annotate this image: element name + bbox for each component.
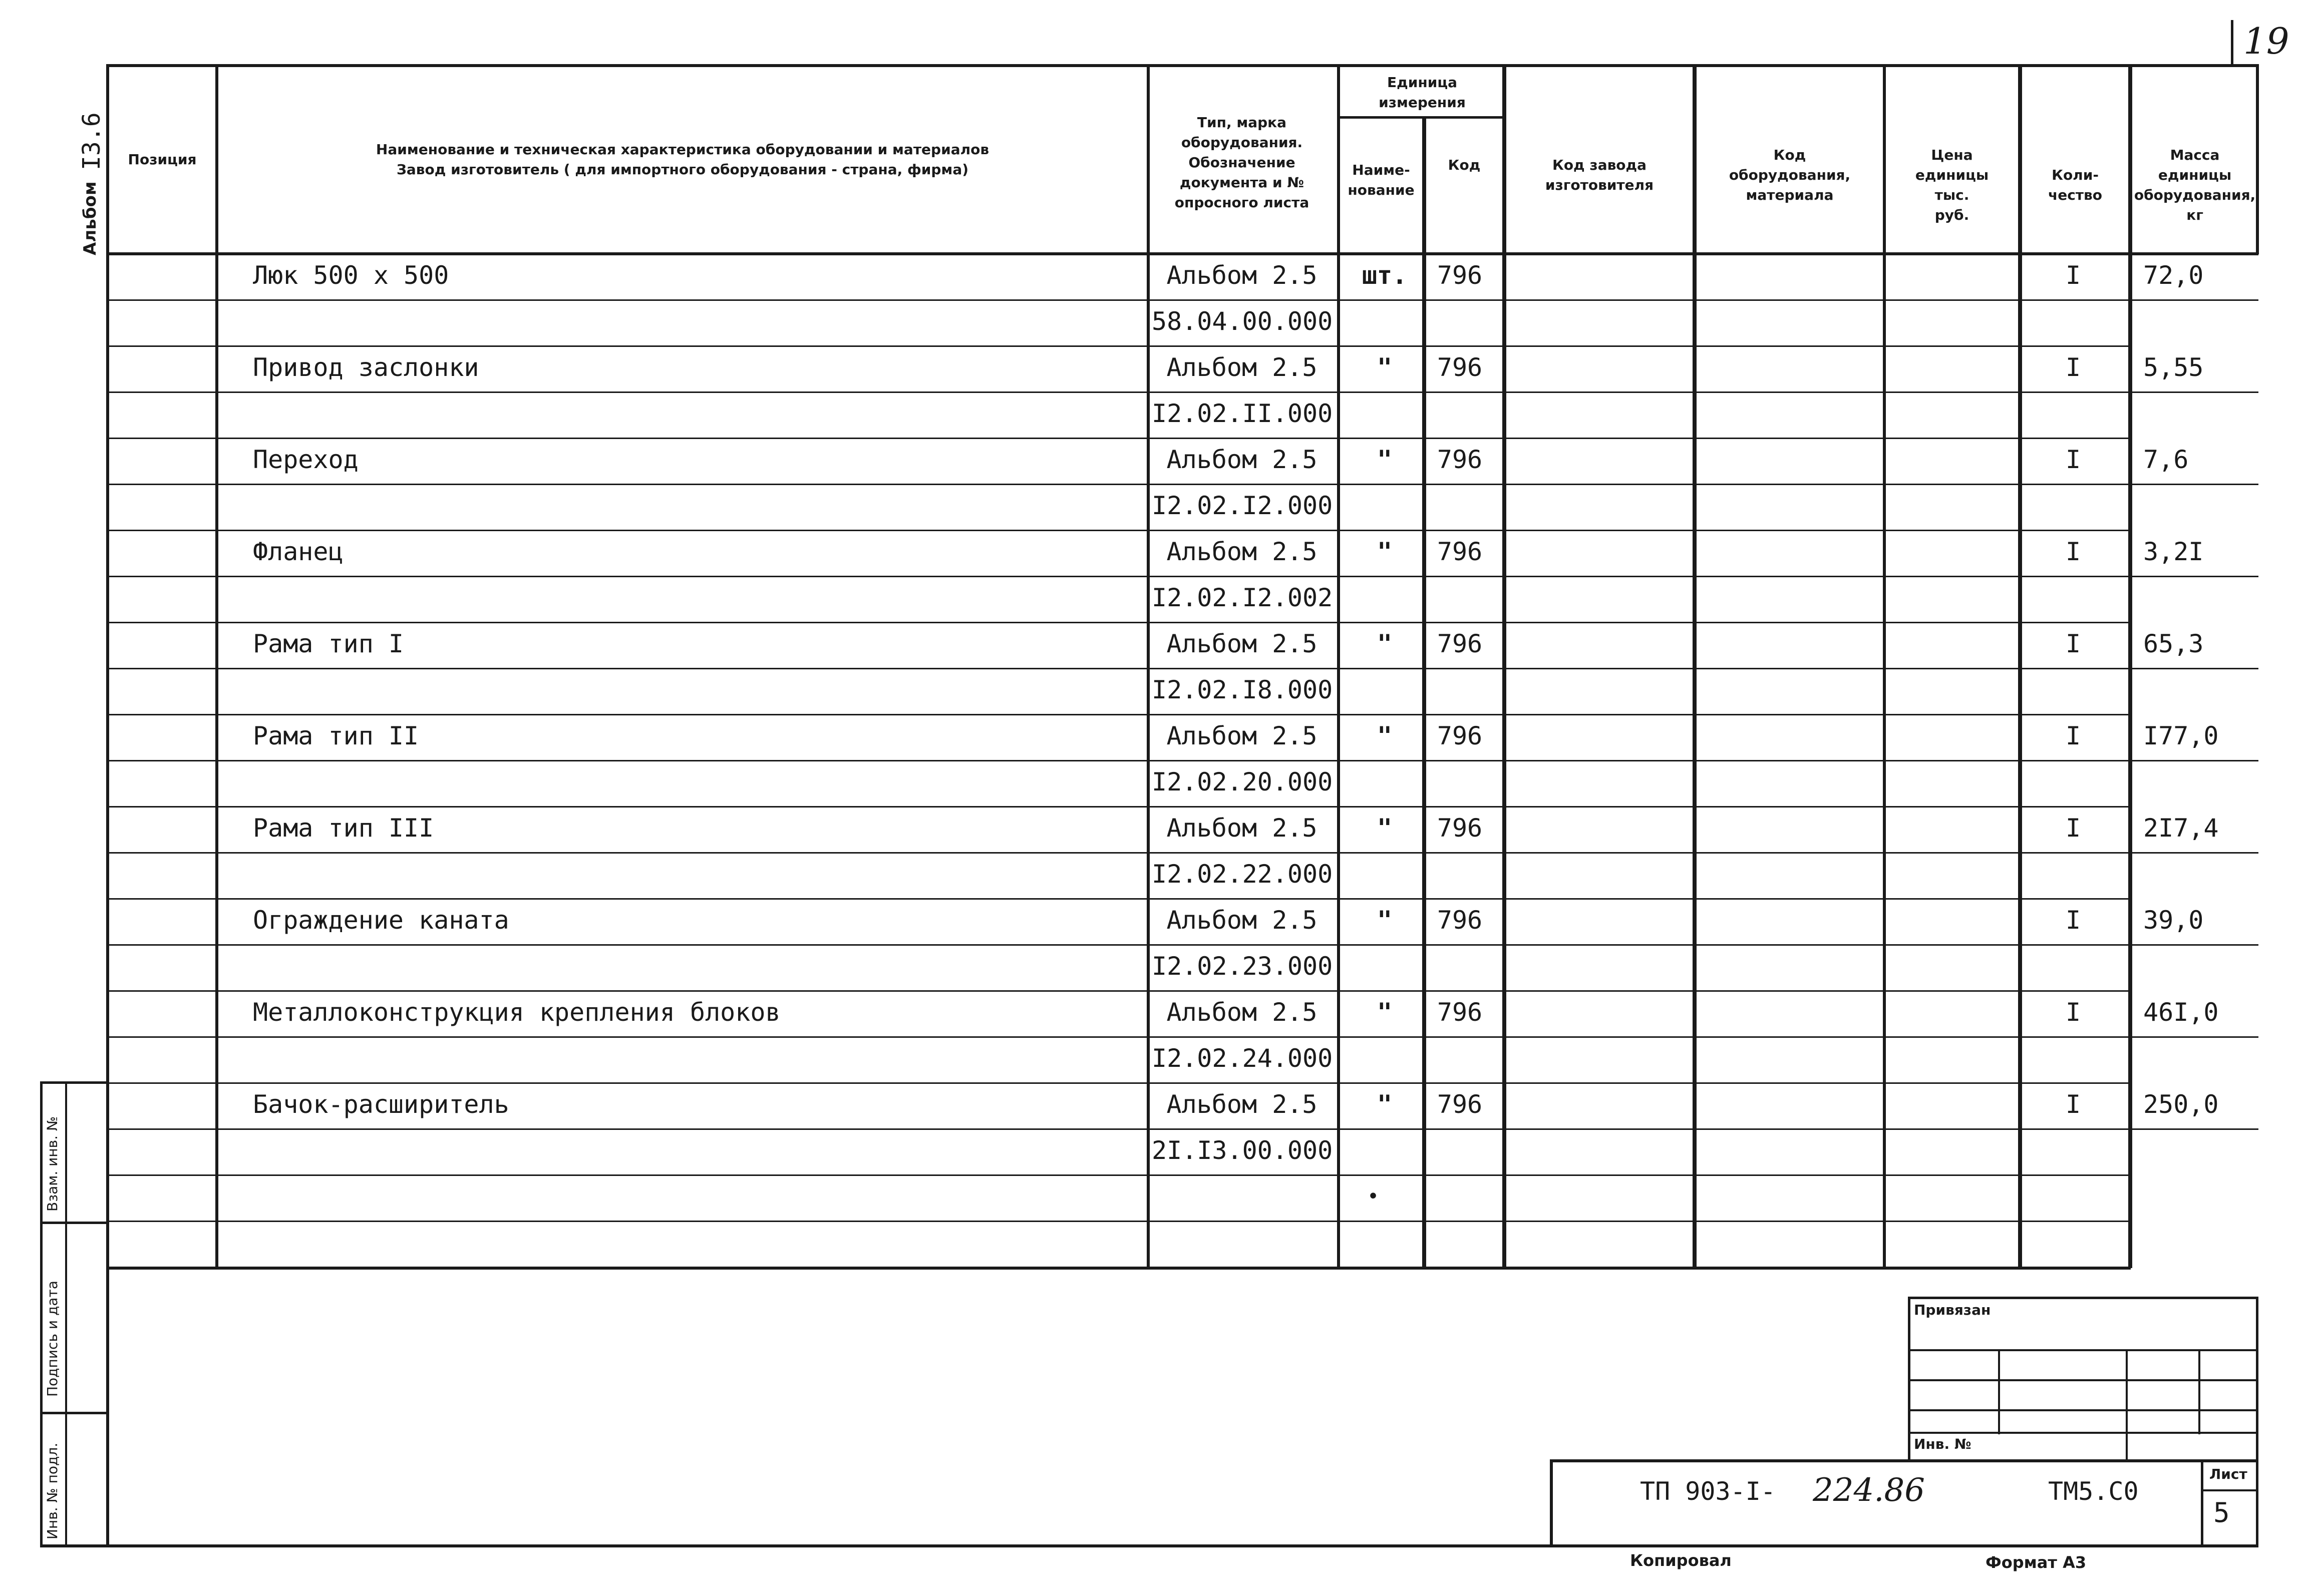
header-unit-name: Наиме- нование	[1348, 162, 1415, 198]
row-10-name: Бачок-расширитель	[253, 1090, 509, 1119]
row-2-unit: "	[1377, 353, 1393, 382]
row-10-qty: I	[2065, 1090, 2081, 1119]
row-8-qty: I	[2065, 906, 2081, 935]
row-6-mass: I77,0	[2143, 721, 2219, 750]
header-unit-code: Код	[1448, 157, 1481, 173]
row-6-qty: I	[2065, 721, 2081, 750]
row-3-unit: "	[1377, 445, 1393, 474]
row-4-mass: 3,2I	[2143, 537, 2204, 566]
header-type-mark: Тип, марка оборудования. Обозначение документа и № опросного листа	[1174, 114, 1309, 211]
row-9-album: Альбом 2.5	[1166, 998, 1317, 1027]
row-5-mass: 65,3	[2143, 629, 2204, 658]
row-4-name: Фланец	[253, 537, 344, 566]
row-2-name: Привод заслонки	[253, 353, 479, 382]
row-2-mass: 5,55	[2143, 353, 2204, 382]
row-6-code: 796	[1437, 721, 1483, 750]
row-5-doc: I2.02.I8.000	[1152, 675, 1333, 704]
row-9-mass: 46I,0	[2143, 998, 2219, 1027]
footer-format: Формат А3	[1986, 1553, 2087, 1572]
sheet-corner-number: 19	[2243, 20, 2289, 62]
row-6-doc: I2.02.20.000	[1152, 767, 1333, 796]
row-8-album: Альбом 2.5	[1166, 906, 1317, 935]
row-9-unit: "	[1377, 998, 1393, 1027]
sheet-number: 5	[2213, 1497, 2230, 1528]
row-10-mass: 250,0	[2143, 1090, 2219, 1119]
row-5-code: 796	[1437, 629, 1483, 658]
row-6-album: Альбом 2.5	[1166, 721, 1317, 750]
header-unit-group: Единица измерения	[1379, 74, 1466, 111]
row-1-mass: 72,0	[2143, 261, 2204, 290]
stamp-podpis: Подпись и дата	[44, 1281, 61, 1397]
row-3-code: 796	[1437, 445, 1483, 474]
row-8-code: 796	[1437, 906, 1483, 935]
row-1-unit: шт.	[1362, 261, 1408, 290]
row-2-doc: I2.02.II.000	[1152, 399, 1333, 428]
header-name	[218, 67, 1147, 252]
row-7-unit: "	[1377, 814, 1393, 843]
empty-row-mark: •	[1367, 1185, 1380, 1208]
row-3-mass: 7,6	[2143, 445, 2189, 474]
doc-code-printed: ТП 903-I-	[1640, 1477, 1776, 1506]
doc-code-handwritten: 224.86	[1813, 1472, 1925, 1509]
album-number: I3.6	[78, 112, 106, 170]
row-9-doc: I2.02.24.000	[1152, 1044, 1333, 1073]
row-1-album: Альбом 2.5	[1166, 261, 1317, 290]
row-3-album: Альбом 2.5	[1166, 445, 1317, 474]
row-2-qty: I	[2065, 353, 2081, 382]
header-quantity: Коли- чество	[2048, 167, 2102, 203]
row-9-name: Металлоконструкция крепления блоков	[253, 998, 781, 1027]
header-name-line1: Наименование и техническая характеристика оборудовании и материалов	[376, 141, 990, 158]
row-1-code: 796	[1437, 261, 1483, 290]
row-3-doc: I2.02.I2.000	[1152, 491, 1333, 520]
row-7-mass: 2I7,4	[2143, 814, 2219, 843]
inv-no-label: Инв. №	[1914, 1436, 1971, 1452]
header-position: Позиция	[128, 151, 197, 168]
stamp-inv-podl: Инв. № подл.	[44, 1442, 61, 1539]
row-4-album: Альбом 2.5	[1166, 537, 1317, 566]
row-5-qty: I	[2065, 629, 2081, 658]
row-7-code: 796	[1437, 814, 1483, 843]
row-9-qty: I	[2065, 998, 2081, 1027]
privyazan-label: Привязан	[1914, 1302, 1991, 1318]
header-mass: Масса единицы оборудования, кг	[2134, 147, 2256, 223]
row-3-name: Переход	[253, 445, 359, 474]
row-1-name: Люк 500 х 500	[253, 261, 449, 290]
row-8-unit: "	[1377, 906, 1393, 935]
footer-copied: Копировал	[1630, 1551, 1732, 1570]
row-4-code: 796	[1437, 537, 1483, 566]
row-4-doc: I2.02.I2.002	[1152, 583, 1333, 612]
row-8-name: Ограждение каната	[253, 906, 509, 935]
album-label: Альбом	[80, 181, 100, 255]
row-5-name: Рама тип I	[253, 629, 404, 658]
row-7-album: Альбом 2.5	[1166, 814, 1317, 843]
row-1-qty: I	[2065, 261, 2081, 290]
row-1-doc: 58.04.00.000	[1152, 307, 1333, 336]
row-4-unit: "	[1377, 537, 1393, 566]
doc-mark: ТМ5.С0	[2048, 1477, 2139, 1506]
stamp-vzam: Взам. инв. №	[44, 1116, 61, 1212]
row-2-code: 796	[1437, 353, 1483, 382]
row-10-unit: "	[1377, 1090, 1393, 1119]
row-8-doc: I2.02.23.000	[1152, 952, 1333, 981]
row-10-doc: 2I.I3.00.000	[1152, 1136, 1333, 1165]
row-6-name: Рама тип II	[253, 721, 419, 750]
row-10-album: Альбом 2.5	[1166, 1090, 1317, 1119]
row-7-doc: I2.02.22.000	[1152, 860, 1333, 889]
row-4-qty: I	[2065, 537, 2081, 566]
header-equipment-code: Код оборудования, материала	[1729, 147, 1851, 203]
row-7-name: Рама тип III	[253, 814, 434, 843]
row-2-album: Альбом 2.5	[1166, 353, 1317, 382]
header-factory-code: Код завода изготовителя	[1545, 157, 1654, 193]
sheet-label: Лист	[2209, 1466, 2247, 1482]
row-9-code: 796	[1437, 998, 1483, 1027]
row-8-mass: 39,0	[2143, 906, 2204, 935]
row-5-album: Альбом 2.5	[1166, 629, 1317, 658]
row-10-code: 796	[1437, 1090, 1483, 1119]
row-3-qty: I	[2065, 445, 2081, 474]
row-7-qty: I	[2065, 814, 2081, 843]
header-price: Цена единицы тыс. руб.	[1915, 147, 1989, 223]
row-5-unit: "	[1377, 629, 1393, 658]
header-name-line2: Завод изготовитель ( для импортного оборудования - страна, фирма)	[396, 161, 969, 178]
row-6-unit: "	[1377, 721, 1393, 750]
